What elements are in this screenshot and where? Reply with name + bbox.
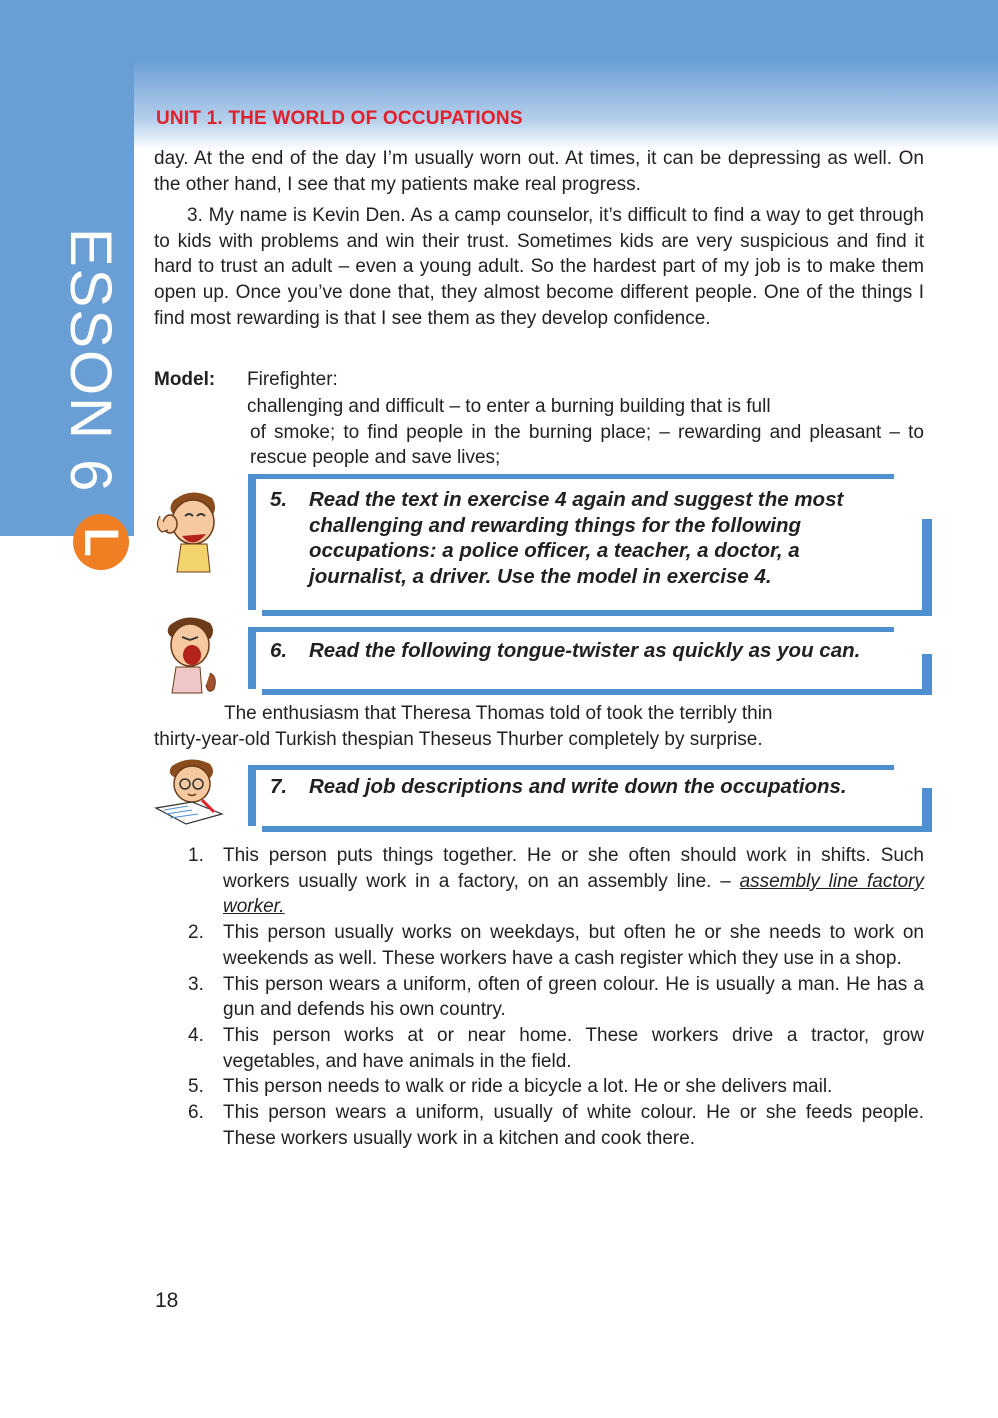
model-first-line: challenging and difficult – to enter a burning building that is full <box>247 396 771 417</box>
task-6-text: Read the following tongue-twister as quickly as you can. <box>309 639 861 662</box>
task-5-text: Read the text in exercise 4 again and suggest the most challenging and rewarding things for the following occupations: a police officer, a teacher, a doctor, a journalist, a driver. Use the model in exercise 4. <box>309 488 844 589</box>
writing-boy-icon <box>152 756 232 828</box>
list-item: 5. This person needs to walk or ride a bicycle a lot. He or she delivers mail. <box>188 1076 833 1098</box>
model-occupation: Firefighter: <box>247 369 338 390</box>
task-5 <box>248 479 932 610</box>
tongue-twister-line-1: The enthusiasm that Theresa Thomas told of took the terribly thin <box>224 703 773 724</box>
lesson-label <box>0 0 134 580</box>
task-7-text: Read job descriptions and write down the occupations. <box>309 775 847 798</box>
shouting-boy-icon <box>152 613 232 699</box>
list-item: 4. This person works at or near home. These workers drive a tractor, grow vegetables, and have animals in the field. <box>188 1024 924 1072</box>
lesson-initial-badge <box>73 514 129 570</box>
lesson-word: ESSON 6 <box>58 228 123 494</box>
model-body <box>247 394 924 471</box>
list-item: 1. This person puts things together. He or she often should work in shifts. Such workers usually work in a factory, on an assembly line. – assembly line factory worker. <box>188 845 925 918</box>
lesson-initial: L <box>74 527 128 557</box>
listening-boy-icon <box>152 486 232 576</box>
model-label: Model: <box>154 369 216 390</box>
reading-paragraph-continued: day. At the end of the day I’m usually worn out. At times, it can be depressing as well. On the other hand, I see that my patients make real progress. <box>154 148 924 195</box>
reading-paragraph-3: 3. My name is Kevin Den. As a camp counselor, it’s difficult to find a way to get through to kids with problems and win their trust. Sometimes kids are very suspicious and find it hard to trust an adult – even a young adult. So the hardest part of my job is to make them open up. Once you’ve done that, they almost become different people. One of the things I find most rewarding is that I see them as they develop confidence. <box>154 205 924 329</box>
task-7 <box>248 770 932 826</box>
list-item: 6. This person wears a uniform, usually of white colour. He or she feeds people. These workers usually work in a kitchen and cook there. <box>188 1102 924 1149</box>
page-number: 18 <box>155 1289 179 1312</box>
job-descriptions-list <box>186 843 924 1151</box>
task-6 <box>248 632 932 689</box>
unit-title: UNIT 1. THE WORLD OF OCCUPATIONS <box>156 108 523 129</box>
tongue-twister-line-2: thirty-year-old Turkish thespian Theseus Thurber completely by surprise. <box>154 728 763 750</box>
answer-example: assembly line factory worker. <box>223 870 925 918</box>
task-7-number: 7. <box>270 775 288 798</box>
task-6-number: 6. <box>270 639 288 662</box>
list-item: 2. This person usually works on weekdays, but often he or she needs to work on weekends as well. These workers have a cash register which they use in a shop. <box>188 922 924 969</box>
list-item: 3. This person wears a uniform, often of green colour. He is usually a man. He has a gun and defends his own country. <box>188 973 924 1021</box>
tongue-twister <box>154 701 924 752</box>
task-5-number: 5. <box>270 488 288 511</box>
model-rest: of smoke; to find people in the burning place; – rewarding and pleasant – to rescue people and save lives; <box>250 421 924 469</box>
